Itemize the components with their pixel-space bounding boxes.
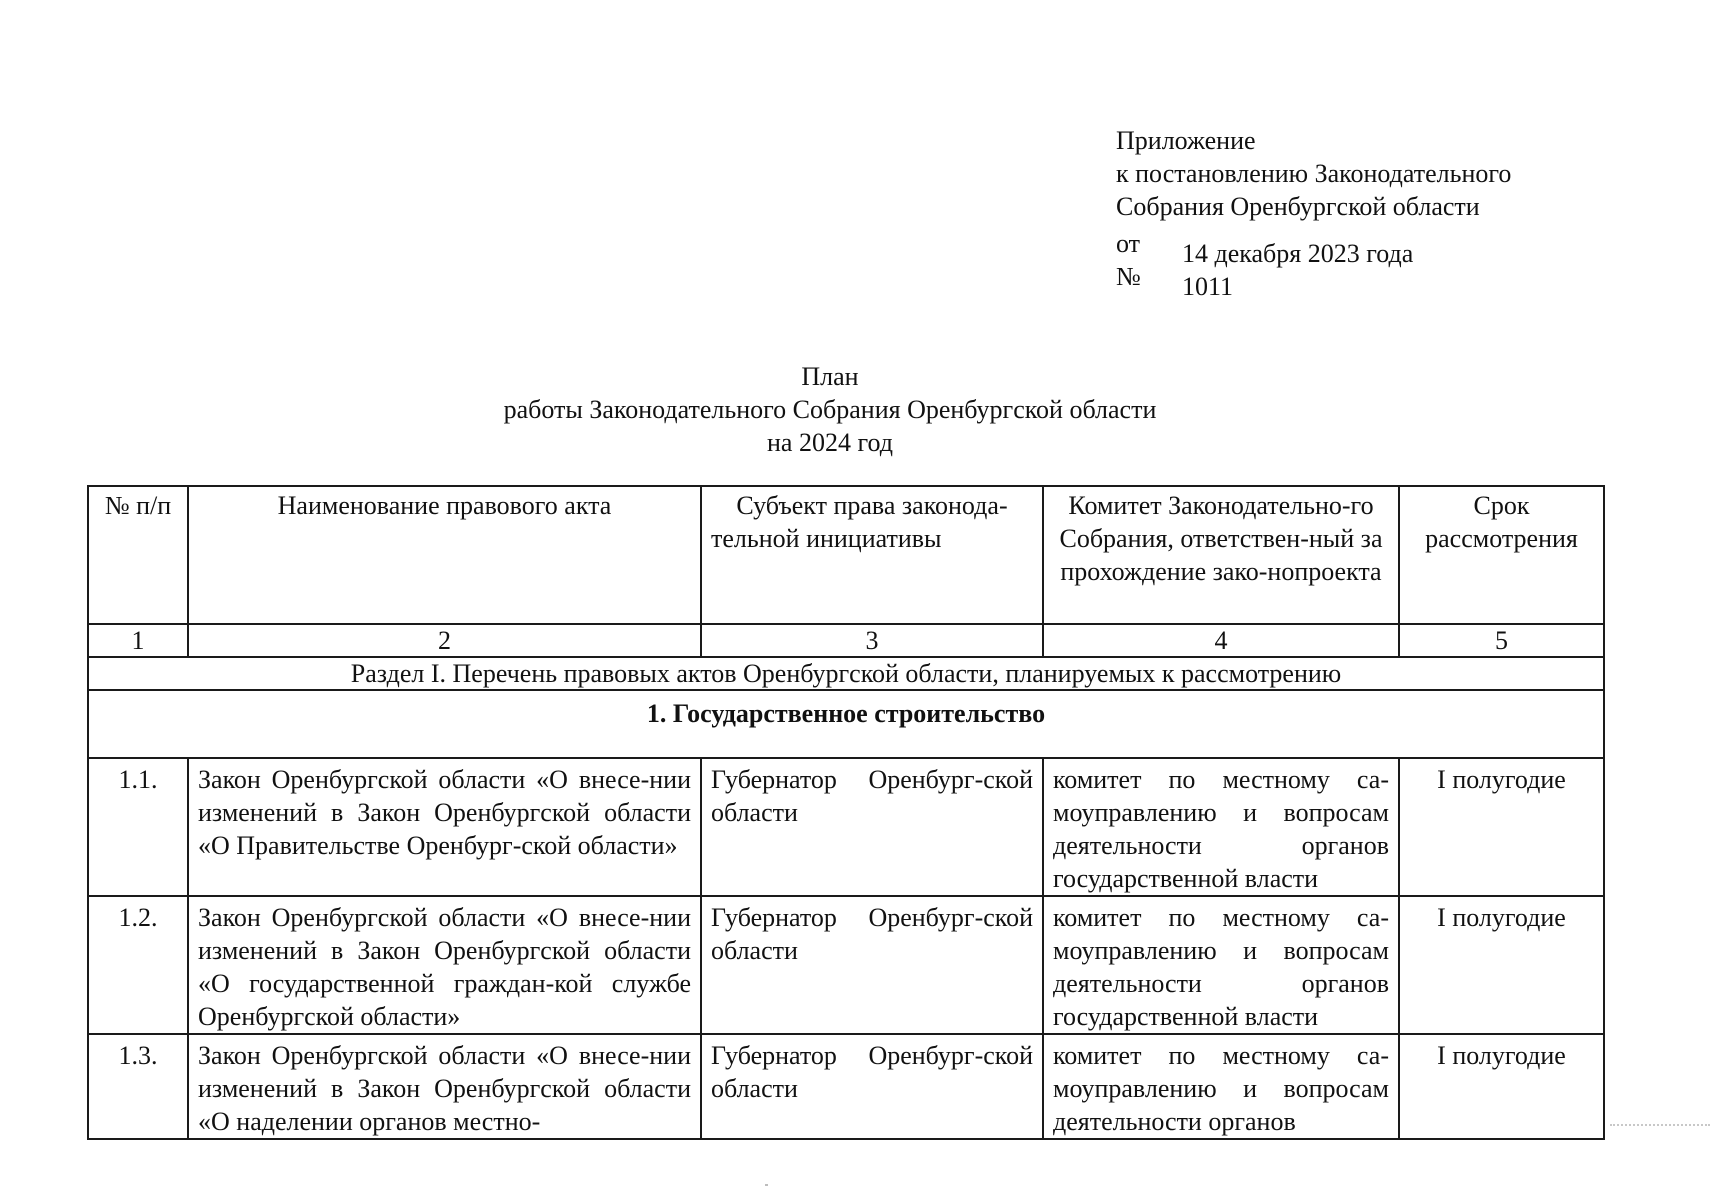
term-cell: I полугодие — [1399, 896, 1604, 1034]
act-name-cell: Закон Оренбургской области «О внесе-нии изменений в Закон Оренбургской области «О государственной граждан-кой службе Оренбургской области» — [188, 896, 701, 1034]
number-value: 1011 — [1182, 272, 1234, 301]
column-number-row — [88, 624, 1604, 657]
section-title: Раздел I. Перечень правовых актов Оренбургской области, планируемых к рассмотрению — [88, 657, 1604, 690]
subject-cell: Губернатор Оренбург-ской области — [701, 758, 1043, 896]
act-name-cell: Закон Оренбургской области «О внесе-нии изменений в Закон Оренбургской области «О наделении органов местно- — [188, 1034, 701, 1139]
appendix-line-3: Собрания Оренбургской области — [1116, 192, 1480, 221]
appendix-title: Приложение — [1116, 126, 1256, 155]
table-row — [88, 1034, 1604, 1139]
appendix-line-2: к постановлению Законодательного — [1116, 159, 1512, 188]
header-term: Срок рассмотрения — [1399, 486, 1604, 624]
committee-cell: комитет по местному са-моуправлению и вопросам деятельности органов — [1043, 1034, 1399, 1139]
committee-cell: комитет по местному са-моуправлению и вопросам деятельности органов государственной власти — [1043, 896, 1399, 1034]
title-line-2: работы Законодательного Собрания Оренбургской области — [503, 395, 1157, 424]
header-committee: Комитет Законодательно-го Собрания, ответствен-ный за прохождение зако-нопроекта — [1043, 486, 1399, 624]
term-cell: I полугодие — [1399, 1034, 1604, 1139]
column-number: 1 — [88, 624, 188, 657]
subsection-row — [88, 690, 1604, 758]
row-number: 1.2. — [88, 896, 188, 1034]
date-label: от — [1116, 229, 1141, 258]
header-number: № п/п — [88, 486, 188, 624]
scan-edge-mark — [1610, 1124, 1710, 1128]
committee-cell: комитет по местному са-моуправлению и вопросам деятельности органов государственной власти — [1043, 758, 1399, 896]
row-number: 1.3. — [88, 1034, 188, 1139]
date-value: 14 декабря 2023 года — [1182, 239, 1414, 268]
subject-cell: Губернатор Оренбург-ской области — [701, 896, 1043, 1034]
column-number: 2 — [188, 624, 701, 657]
table-header-row — [88, 486, 1604, 624]
table-row — [88, 896, 1604, 1034]
table-row — [88, 758, 1604, 896]
plan-title — [0, 360, 1660, 459]
scan-speck — [765, 1184, 768, 1186]
appendix-meta — [1116, 227, 1636, 301]
subject-cell: Губернатор Оренбург-ской области — [701, 1034, 1043, 1139]
column-number: 4 — [1043, 624, 1399, 657]
appendix-block — [1116, 124, 1636, 301]
column-number: 3 — [701, 624, 1043, 657]
header-initiative-subject: Субъект права законода-тельной инициативы — [701, 486, 1043, 624]
term-cell: I полугодие — [1399, 758, 1604, 896]
row-number: 1.1. — [88, 758, 188, 896]
plan-table — [87, 485, 1605, 1140]
column-number: 5 — [1399, 624, 1604, 657]
title-line-1: План — [801, 362, 859, 391]
header-act-name: Наименование правового акта — [188, 486, 701, 624]
section-row — [88, 657, 1604, 690]
title-line-3: на 2024 год — [767, 428, 893, 457]
number-label: № — [1116, 262, 1141, 291]
act-name-cell: Закон Оренбургской области «О внесе-нии изменений в Закон Оренбургской области «О Правительстве Оренбург-ской области» — [188, 758, 701, 896]
subsection-title: 1. Государственное строительство — [88, 690, 1604, 758]
